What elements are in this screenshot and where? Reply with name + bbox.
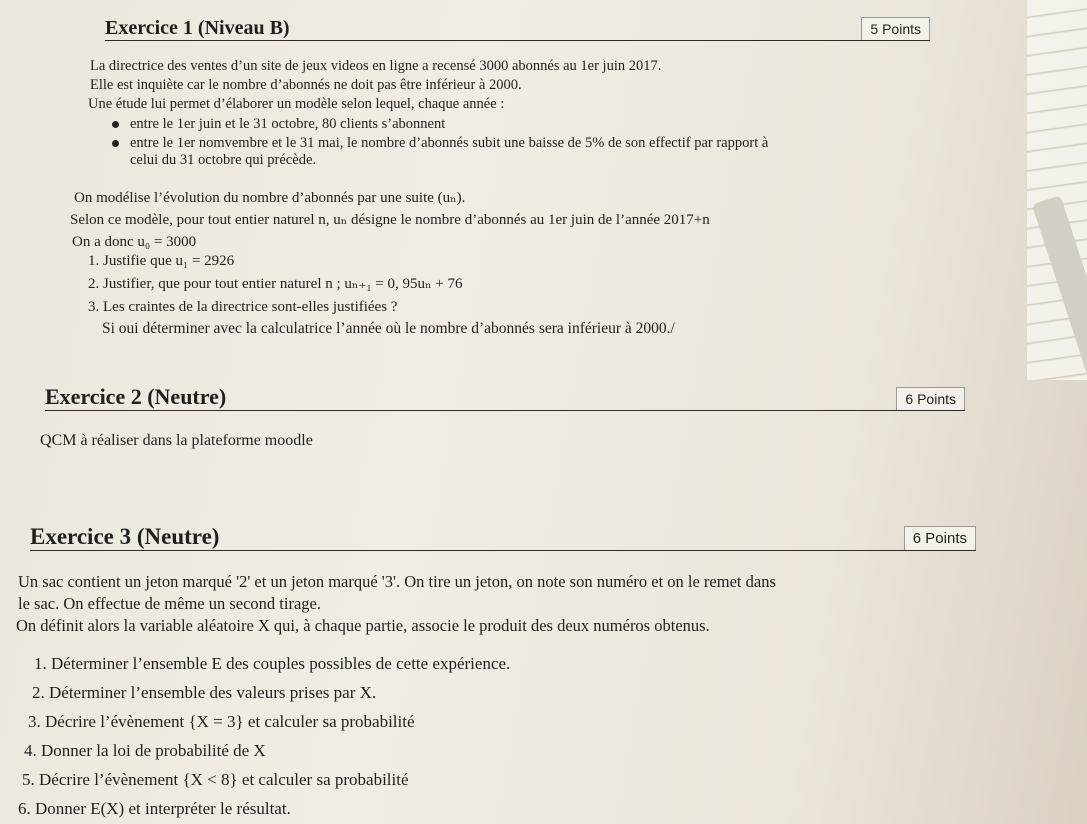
exercise-2-title: Exercice 2 (Neutre) [45,384,227,409]
question-item: 3. Décrire l’évènement {X = 3} et calculer sa probabilité [28,712,415,731]
intro-line: Un sac contient un jeton marqué '2' et un jeton marqué '3'. On tire un jeton, on note son numéro et on le remet dans [18,572,776,591]
question-item: 2. Justifier, que pour tout entier naturel n ; uₙ₊₁ = 0, 95uₙ + 76 [88,276,463,292]
exercise-1-bullets [108,115,768,153]
intro-line: le sac. On effectue de même un second tirage. [18,594,321,613]
intro-line: Une étude lui permet d’élaborer un modèle selon lequel, chaque année : [88,96,505,112]
question-item: 4. Donner la loi de probabilité de X [24,741,266,760]
exercise-3-header [30,520,976,551]
question-item: 1. Justifie que u₁ = 2926 [88,253,235,269]
question-item: 1. Déterminer l’ensemble E des couples possibles de cette expérience. [34,654,511,673]
exercise-1-questions [88,250,462,319]
question-item: 6. Donner E(X) et interpréter le résultat. [18,799,291,818]
exercise-3-questions [20,649,510,823]
question-item: 2. Déterminer l’ensemble des valeurs prises par X. [32,683,377,702]
bullet-continuation: celui du 31 octobre qui précède. [130,152,317,168]
exercise-1-header [105,14,930,41]
exercise-1-title: Exercice 1 (Niveau B) [105,17,290,39]
bullet-item: entre le 1er juin et le 31 octobre, 80 clients s’abonnent [108,115,768,134]
bullet-item: entre le 1er nomvembre et le 31 mai, le nombre d’abonnés subit une baisse de 5% de son effectif par rapport à [108,134,768,153]
exercise-1-intro [90,57,661,114]
exercise-3-intro [18,571,776,637]
exercise-2-text: QCM à réaliser dans la plateforme moodle [40,432,313,449]
exercise-3-title: Exercice 3 (Neutre) [30,524,220,549]
intro-line: On définit alors la variable aléatoire X qui, à chaque partie, associe le produit des deux numéros obtenus. [16,616,710,635]
model-line: On modélise l’évolution du nombre d’abonnés par une suite (uₙ). [74,190,466,206]
exercise-2-header [45,382,965,411]
exercise-1-model [70,187,710,253]
question-item: 5. Décrire l’évènement {X < 8} et calculer sa probabilité [22,770,409,789]
exercise-2-points: 6 Points [896,387,965,410]
model-line: On a donc u₀ = 3000 [72,234,197,250]
intro-line: La directrice des ventes d’un site de jeux videos en ligne a recensé 3000 abonnés au 1er juin 2017. [90,58,662,74]
model-line: Selon ce modèle, pour tout entier naturel n, uₙ désigne le nombre d’abonnés au 1er juin de l’année 2017+n [70,212,710,228]
question-item: 3. Les craintes de la directrice sont-elles justifiées ? [88,299,398,315]
intro-line: Elle est inquiète car le nombre d’abonnés ne doit pas être inférieur à 2000. [90,77,522,93]
exercise-1-points: 5 Points [861,17,930,40]
question-3-followup: Si oui déterminer avec la calculatrice l’année où le nombre d’abonnés sera inférieur à 2000./ [102,320,675,337]
exercise-3-points: 6 Points [904,526,976,550]
